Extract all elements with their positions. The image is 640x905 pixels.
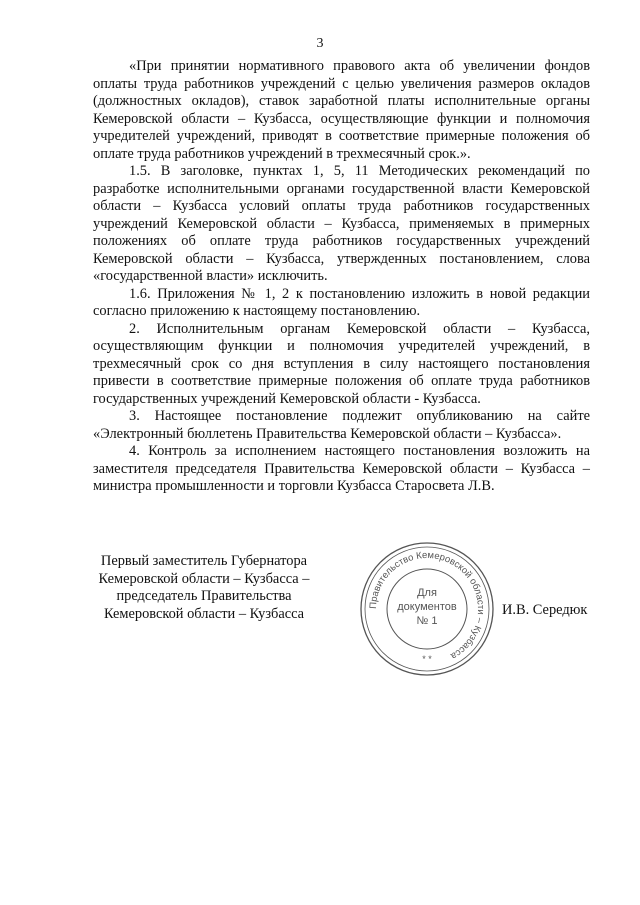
paragraph-1-6: 1.6. Приложения № 1, 2 к постановлению изложить в новой редакции согласно приложению к настоящему постановлению. xyxy=(93,285,590,319)
paragraph-2: 2. Исполнительным органам Кемеровской области – Кузбасса, осуществляющим функции и полномочия учредителей учреждений, в трехмесячный срок со дня вступления в силу настоящего постановления привести в соответствие примерные положения об оплате труда работников государственных учреждений Кемеровской области - Кузбасса. xyxy=(93,320,590,407)
stamp-ring-text: Правительство Кемеровской области – Кузбасса xyxy=(367,549,487,662)
signatory-title-line: председатель Правительства xyxy=(116,588,292,604)
paragraph-3: 3. Настоящее постановление подлежит опубликованию на сайте «Электронный бюллетень Правительства Кемеровской области – Кузбасса». xyxy=(93,408,590,442)
stamp-center-line: Для xyxy=(417,587,437,599)
stamp-center-line: № 1 xyxy=(416,615,438,627)
official-stamp xyxy=(357,539,497,679)
paragraph-4: 4. Контроль за исполнением настоящего постановления возложить на заместителя председателя Правительства Кемеровской области – Кузбасса – министра промышленности и торговли Кузбасса Старосвета Л.В. xyxy=(93,443,590,494)
stamp-stars: * * xyxy=(422,654,432,664)
signatory-title-line: Кемеровской области – Кузбасса – xyxy=(98,570,310,587)
paragraph-1-5: 1.5. В заголовке, пунктах 1, 5, 11 Методических рекомендаций по разработке исполнительными органами государственной власти Кемеровской области – Кузбасса условий оплаты труда работников государственных учреждений Кемеровской области – Кузбасса, применяемых в примерных положениях об оплате труда работников государственных учреждений Кемеровской области – Кузбасса, утвержденных постановлением, слова «государственной власти» исключить. xyxy=(93,163,590,284)
signatory-title-line: Первый заместитель Губернатора xyxy=(100,553,308,569)
page-number: 3 xyxy=(316,36,324,51)
signatory-title-line: Кемеровской области – Кузбасса xyxy=(103,605,305,622)
signatory-title xyxy=(88,553,320,623)
paragraph-quote: «При принятии нормативного правового акта об увеличении фондов оплаты труда работников учреждений с целью увеличения размеров окладов (должностных окладов), ставок заработной платы исполнительные органы Кемеровской области – Кузбасса, осуществляющие функции и полномочия учредителей учреждений, приводят в соответствие примерные положения об оплате труда работников учреждений в трехмесячный срок.». xyxy=(93,58,590,162)
signer-name: И.В. Середюк xyxy=(502,602,588,618)
document-body xyxy=(93,58,590,496)
stamp-center-line: документов xyxy=(397,601,457,613)
